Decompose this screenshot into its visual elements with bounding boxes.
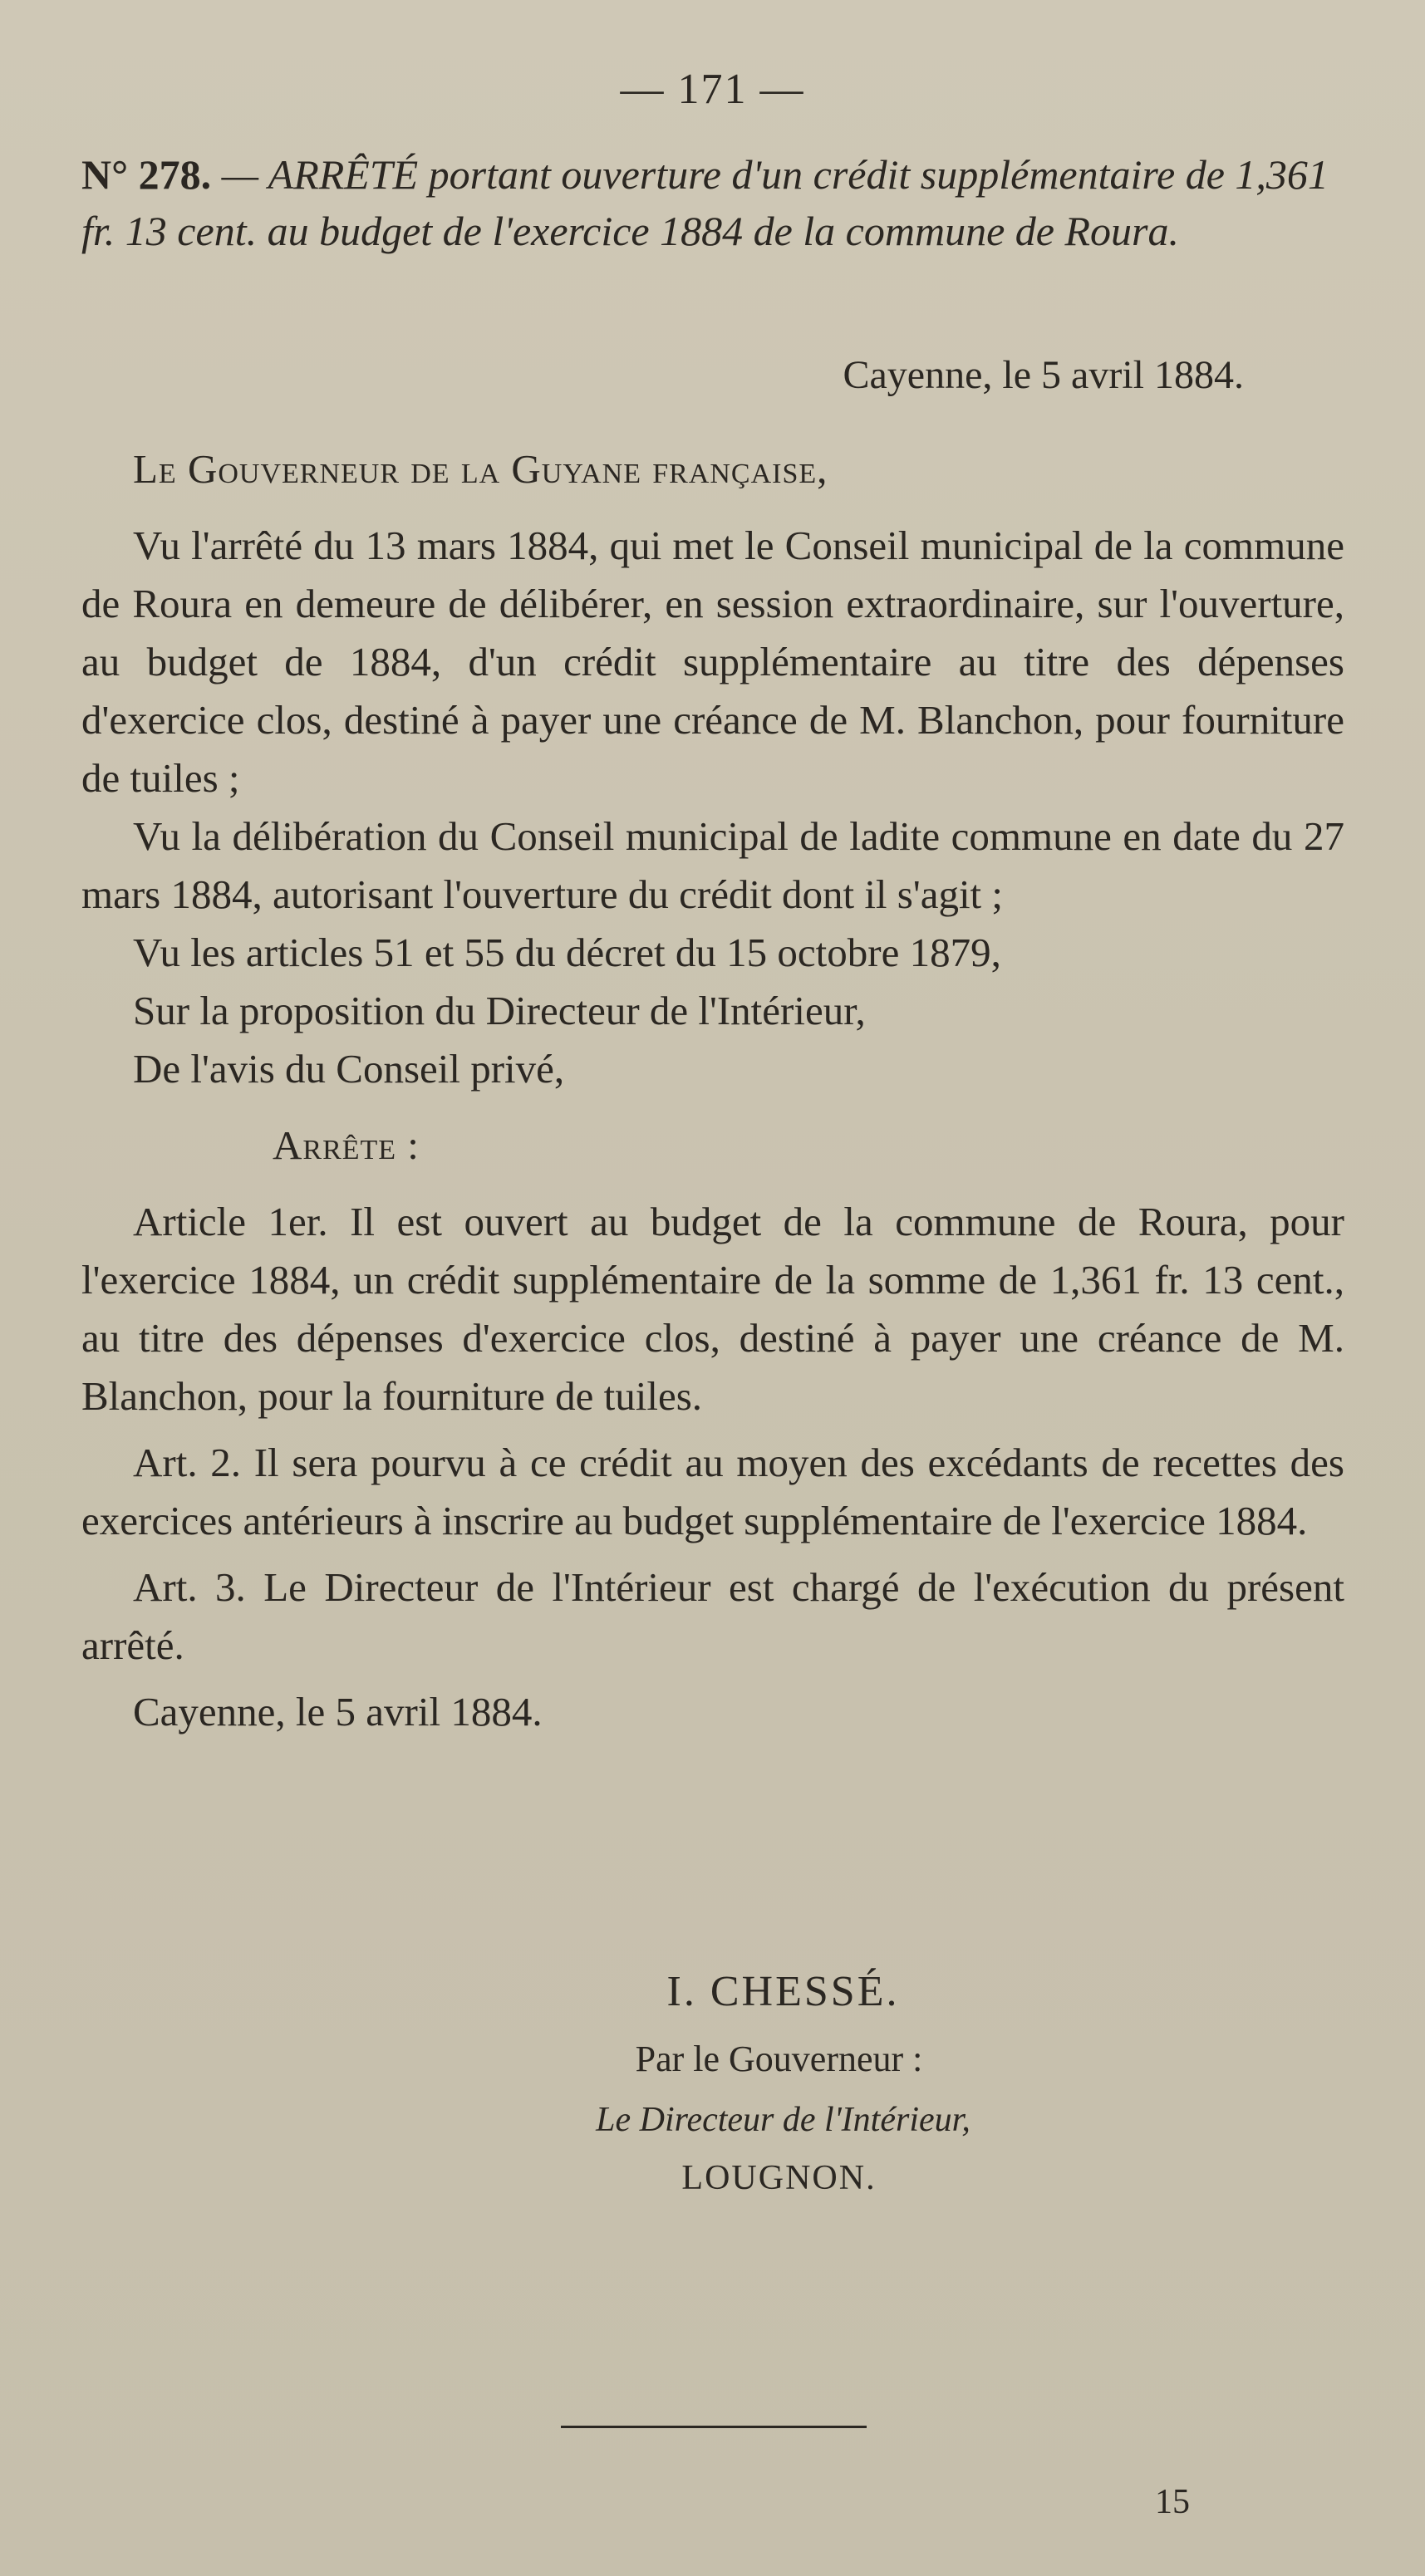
article-paragraph: Art. 3. Le Directeur de l'Intérieur est chargé de l'exécution du présent arrêté. xyxy=(81,1564,1344,1668)
consideration-paragraph: De l'avis du Conseil privé, xyxy=(133,1046,565,1092)
director-name: LOUGNON. xyxy=(681,2159,877,2197)
decree-title: — ARRÊTÉ portant ouverture d'un crédit supplémentaire de 1,361 fr. 13 cent. au budget de l'exercice 1884 de la commune de Roura. xyxy=(81,151,1329,254)
page-number: — 171 — xyxy=(620,66,805,113)
governor-line: Le Gouverneur de la Guyane française, xyxy=(133,446,828,492)
decree-heading xyxy=(81,146,1344,259)
divider-rule xyxy=(561,2426,867,2428)
signature-block xyxy=(0,1967,1425,2198)
consideration-paragraph: Vu la délibération du Conseil municipal de ladite commune en date du 27 mars 1884, autorisant l'ouverture du crédit dont il s'agit ; xyxy=(81,813,1344,917)
article-paragraph: Article 1er. Il est ouvert au budget de la commune de Roura, pour l'exercice 1884, un crédit supplémentaire de la somme de 1,361 fr. 13 cent., au titre des dépenses d'exercice clos, destiné à payer une créance de M. Blanchon, pour la fourniture de tuiles. xyxy=(81,1199,1344,1419)
consideration-paragraph: Vu les articles 51 et 55 du décret du 15 octobre 1879, xyxy=(133,930,1001,975)
consideration-paragraph: Vu l'arrêté du 13 mars 1884, qui met le Conseil municipal de la commune de Roura en demeure de délibérer, en session extraordinaire, sur l'ouverture, au budget de 1884, d'un crédit supplémentaire au titre des dépenses d'exercice clos, destiné à payer une créance de M. Blanchon, pour fourniture de tuiles ; xyxy=(81,523,1344,801)
place-date: Cayenne, le 5 avril 1884. xyxy=(843,353,1244,397)
arrete-label: Arrête : xyxy=(273,1122,420,1168)
article-paragraph: Art. 2. Il sera pourvu à ce crédit au moyen des excédants de recettes des exercices antérieurs à inscrire au budget supplémentaire de l'exercice 1884. xyxy=(81,1440,1344,1543)
signer-name: I. CHESSÉ. xyxy=(666,1968,900,2015)
decree-number: N° 278. xyxy=(81,151,212,198)
closing-date: Cayenne, le 5 avril 1884. xyxy=(133,1689,543,1735)
director-title: Le Directeur de l'Intérieur, xyxy=(596,2101,970,2139)
decree-body xyxy=(81,440,1344,1741)
par-le-gouverneur: Par le Gouverneur : xyxy=(635,2039,923,2079)
consideration-paragraph: Sur la proposition du Directeur de l'Intérieur, xyxy=(133,988,866,1033)
sheet-number: 15 xyxy=(1155,2483,1190,2521)
